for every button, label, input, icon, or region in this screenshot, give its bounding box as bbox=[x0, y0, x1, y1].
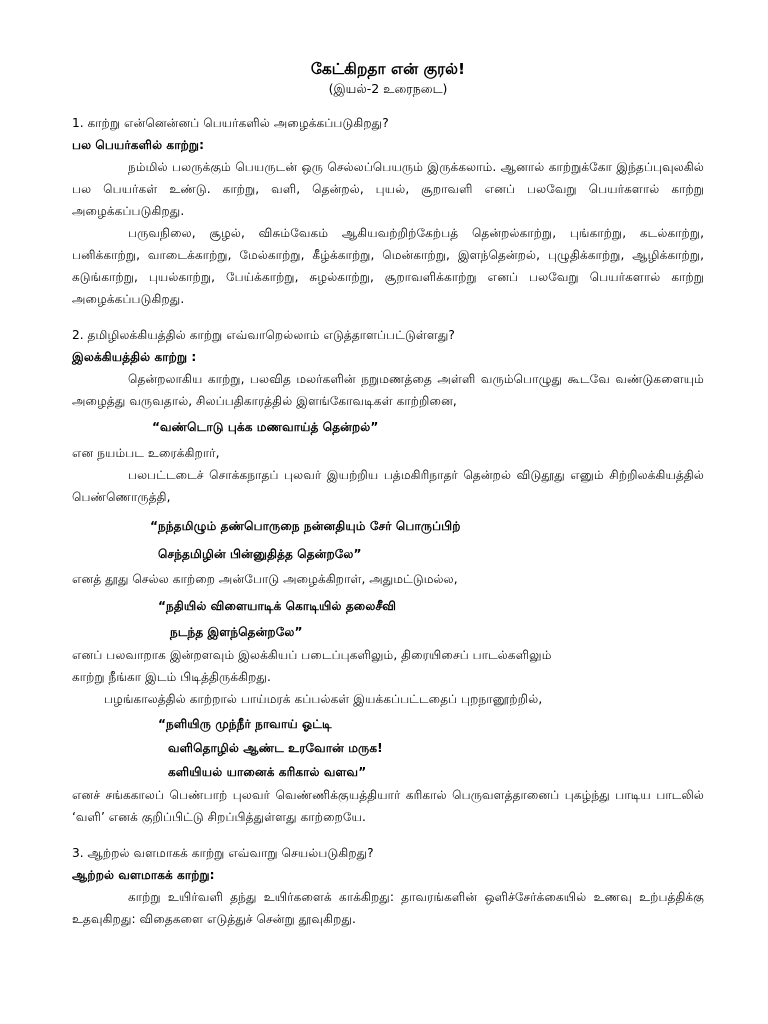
after-quote-2: எனத் தூது செல்ல காற்றை அன்போடு அழைக்கிறாள், அதுமட்டுமல்ல, bbox=[72, 572, 458, 586]
quote-line: வளிதொழில் ஆண்ட உரவோன் மருக! bbox=[168, 741, 383, 755]
quote-thoothu bbox=[72, 512, 704, 568]
paragraph-2-intro2: பலபட்டடைச் சொக்கநாதப் புலவர் இயற்றிய பத்மகிரிநாதர் தென்றல் விடுதூது எனும் சிற்றிலக்கியத்தில் பெண்ணொருத்தி, bbox=[72, 468, 704, 504]
paragraph-3-1: காற்று உயிர்வளி தந்து உயிர்களைக் காக்கிறது: தாவரங்களின் ஒளிச்சேர்க்கையில் உணவு உற்பத்திக்கு உதவுகிறது: விதைகளை எடுத்துச் சென்று தூவுகிறது. bbox=[72, 890, 704, 926]
heading-3: ஆற்றல் வளமாகக் காற்று: bbox=[72, 868, 215, 882]
document-title: கேட்கிறதா என் குரல்! bbox=[310, 60, 466, 78]
quote-line: களியியல் யானைக் கரிகால் வளவ” bbox=[168, 765, 367, 779]
paragraph-1-1: நம்மில் பலருக்கும் பெயருடன் ஒரு செல்லப்பெயரும் இருக்கலாம். ஆனால் காற்றுக்கோ இந்தப்புவுலகில் பல பெயர்கள் உண்டு. காற்று, வளி, தென்றல், புயல், சூறாவளி எனப் பலவேறு பெயர்களால் காற்று அழைக்கப்படுகிறது. bbox=[72, 160, 704, 218]
after-quote-3b: காற்று நீங்கா இடம் பிடித்திருக்கிறது. bbox=[72, 670, 271, 684]
quote-film-song bbox=[72, 592, 704, 644]
heading-2: இலக்கியத்தில் காற்று : bbox=[72, 350, 197, 364]
question-3: 3. ஆற்றல் வளமாகக் காற்று எவ்வாறு செயல்படுகிறது? bbox=[72, 846, 374, 860]
quote-silappathikaram: “வண்டொடு புக்க மணவாய்த் தென்றல்” bbox=[152, 420, 379, 434]
document-page bbox=[72, 58, 704, 930]
paragraph-2-outro: எனச் சங்ககாலப் பெண்பாற் புலவர் வெண்ணிக்குயத்தியார் கரிகால் பெருவளத்தானைப் புகழ்ந்து பாடிய பாடலில் ‘வளி’ எனக் குறிப்பிட்டு சிறப்பித்துள்ளது காற்றையே. bbox=[72, 788, 704, 824]
quote-line: நடந்த இளந்தென்றலே” bbox=[170, 625, 303, 639]
heading-1: பல பெயர்களில் காற்று: bbox=[72, 138, 204, 152]
after-quote-1: என நயம்பட உரைக்கிறார், bbox=[72, 446, 220, 460]
question-2: 2. தமிழிலக்கியத்தில் காற்று எவ்வாறெல்லாம் எடுத்தாளப்பட்டுள்ளது? bbox=[72, 328, 455, 342]
paragraph-2-intro3: பழங்காலத்தில் காற்றால் பாய்மரக் கப்பல்கள் இயக்கப்பட்டதைப் புறநானூற்றில், bbox=[104, 692, 543, 706]
quote-purananuru bbox=[72, 712, 704, 784]
quote-line: “நளியிரு முந்நீர் நாவாய் ஓட்டி bbox=[158, 717, 332, 731]
paragraph-1-2: பருவநிலை, சூழல், விசும்வேகம் ஆகியவற்றிற்கேற்பத் தென்றல்காற்று, புங்காற்று, கடல்காற்று, பனிக்காற்று, வாடைக்காற்று, மேல்காற்று, கீழ்க்காற்று, மென்காற்று, இளந்தென்றல், புழுதிக்காற்று, ஆழிக்காற்று, கடுங்காற்று, புயல்காற்று, பேய்க்காற்று, சுழல்காற்று, சூறாவளிக்காற்று எனப் பலவேறு பெயர்களால் காற்று அழைக்கப்படுகிறது. bbox=[72, 226, 704, 306]
paragraph-2-intro: தென்றலாகிய காற்று, பலவித மலர்களின் நறுமணத்தை அள்ளி வரும்பொழுது கூடவே வண்டுகளையும் அழைத்து வருவதால், சிலப்பதிகாரத்தில் இளங்கோவடிகள் காற்றினை, bbox=[72, 372, 704, 408]
after-quote-3a: எனப் பலவாறாக இன்றளவும் இலக்கியப் படைப்புகளிலும், திரையிசைப் பாடல்களிலும் bbox=[72, 648, 552, 662]
quote-line: செந்தமிழின் பின்னுதித்த தென்றலே” bbox=[158, 547, 362, 561]
question-1: 1. காற்று என்னென்னப் பெயர்களில் அழைக்கப்படுகிறது? bbox=[72, 116, 389, 130]
document-subtitle: (இயல்-2 உரைநடை) bbox=[328, 81, 448, 96]
quote-line: “நதியில் விளையாடிக் கொடியில் தலைசீவி bbox=[158, 599, 397, 613]
quote-line: “நந்தமிழும் தண்பொருநை நன்னதியும் சேர் பொருப்பிற் bbox=[150, 519, 461, 533]
